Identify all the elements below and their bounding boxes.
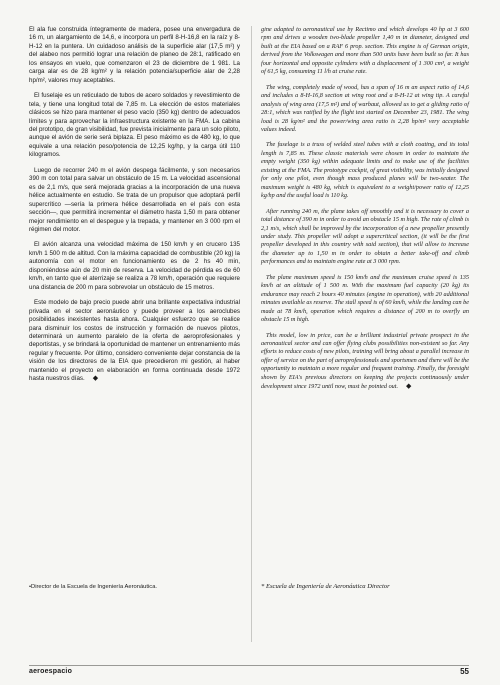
english-paragraph-last <box>261 332 469 392</box>
spanish-footnote: •Director de la Escuela de Ingeniería Aeronáutica. <box>29 584 158 590</box>
english-paragraph: The plane maximum speed is 150 km/h and the maximum cruise speed is 135 km/h at an altitude of 1 500 m. With the maximum fuel capacity (20 kg) its endurance may reach 2 hours 40 minutes (engine in operation), with 20 additional minutes available as reserve. The stall speed is of 60 km/h, while the landing can be made at 78 km/h, operation which requires a distance of 200 m to overfly an obstacle 15 m high. <box>261 273 469 324</box>
spanish-text-column <box>29 26 240 391</box>
column-divider <box>251 26 252 642</box>
spanish-paragraph-last <box>29 299 240 384</box>
spanish-paragraph: Luego de recorrer 240 m el avión despega fácilmente, y son necesarios 390 m con total para salvar un obstáculo de 15 m. La velocidad ascensional es de 2,1 m/s, que será mejorada gracias a la incorporación de una nueva hélice actualmente en estudio. Se trata de un propulsor que adoptará perfil supercrítico —sería la primera hélice desarrollada en el país con esta sección—, que permitirá incrementar el diámetro hasta 1,50 m para obtener mejor rendimiento en el despegue y la trepada, y mantener en 3 000 rpm el régimen del motor. <box>29 166 240 233</box>
english-footnote: * Escuela de Ingeniería de Aeronáutica Director <box>261 583 390 590</box>
footer-rule <box>29 665 469 666</box>
spanish-paragraph: El avión alcanza una velocidad máxima de 150 km/h y en crucero 135 km/h 1 500 m de altitud. Con la máxima capacidad de combustible (20 kg) la autonomía con el motor en funcionamiento es de 2 hs 40 min, disponiéndose aún de 20 min de reserva. La velocidad de pérdida es de 60 km/h, en tanto que el aterrizaje se realiza a 78 km/h, operación que requiere una distancia de 200 m para sobrevolar un obstáculo de 15 metros. <box>29 241 240 291</box>
page-number: 55 <box>460 667 469 676</box>
spanish-paragraph: El ala fue construida íntegramente de madera, posee una envergadura de 16 m, un alargamiento de 14,6, e incorpora un perfil 8-H-16,8 en la raíz y 8-H-12 en la puntera. Un cuidadoso análisis de la superficie alar (17,5 m²) y del alabeo nos permitió lograr una relación de planeo de 28:1, ratificado en los ensayos en vuelo, que comenzaron el 23 de diciembre de 1 981. La carga alar es de 28 kg/m² y la relación potencia/superficie alar de 2,28 hp/m², valores muy aceptables. <box>29 26 240 84</box>
english-paragraph: After running 240 m, the plane takes off smoothly and it is necessary to cover a total distance of 390 m in order to avoid an obstacle 15 m high. The rate of climb is 2,1 m/s, which shall be improved by the incorporation of a new propeller presently under study. This propeller will adopt a supercritical section, (it will be the first propeller developed in this country with said section), that will allow to increase the diameter up to 1,50 m in order to obtain a better take-off and climb performances and to maintain engine rate at 3 000 rpm. <box>261 207 469 266</box>
magazine-name: aeroespacio <box>29 668 73 675</box>
english-text-column <box>261 26 469 399</box>
spanish-paragraph-text: Este modelo de bajo precio puede abrir una brillante expectativa industrial privada en el sector aeronáutico y puede proveer a los aeroclubes posibilidades inexistentes hasta ahora. Cualquier esfuerzo que se realice para disminuir los costos de instrucción y formación de nuevos pilotos, determinará un aumento paralelo de la oferta de aeroprofesionales y deportistas, y se brindará la oportunidad de mantener un entrenamiento más regular y frecuente. Por último, considero conveniente dejar constancia de la visión de los directores de la EIA que precedieron mi gestión, al haber mantenido el proyecto en elaboración en forma continuada desde 1972 hasta nuestros días. <box>29 299 240 383</box>
spanish-paragraph: El fuselaje es un reticulado de tubos de acero soldados y revestimiento de tela, y tiene una longitud total de 7,85 m. La elección de estos materiales clásicos se hizo para mantener el peso vacío (350 kg) dentro de adecuados límites y para aprovechar la infraestructura existente en la FMA. La cabina del prototipo, de gran visibilidad, fue prevista inicialmente para un solo piloto, aunque el avión de serie será biplaza. El peso máximo es de 480 kg, lo que equivale a una relación peso/potencia de 12,25 kg/hp, y la carga útil 110 kilogramos. <box>29 92 240 159</box>
end-of-article-icon: ◆ <box>92 375 99 383</box>
end-of-article-icon: ◆ <box>406 382 412 391</box>
english-paragraph: The fuselage is a truss of welded steel tubes with a cloth coating, and its total length is 7,85 m. These classic materials were chosen in order to maintain the empty weight (350 kg) within adequate limits and to make use of the facilities existing at the FMA. The prototype cockpit, of great visibility, was initially designed for only one pilot, even though mass produced planes will be two-seater. The maximum weight is 480 kg, which is equivalent to a weight/power ratio of 12,25 kg/hp and the useful load is 110 kg. <box>261 141 469 200</box>
english-paragraph: gine adapted to aeronautical use by Rectimo and which develops 40 hp at 3 600 rpm and drives a wooden two-blade propeller 1,40 m in diameter, designed and built at the EIA based on a RAF 6 prop. section. This engine is of German origin, derived from the Volkswagen and more than 500 units have been built so far. It has four horizontal and opposite cylinders with a displacement of 1 300 cm³, a weight of 61,5 kg, consuming 11 l/h at cruise rate. <box>261 26 469 76</box>
english-paragraph: The wing, completely made of wood, has a span of 16 m an aspect ratio of 14,6 and includes a 8-H-16,8 section at wing root and a 8-H-12 at wing tip. A careful analysis of wing area (17,5 m²) and of warbaut, allowed us to get a gliding ratio of 28:1, which was ratified by the flight test started on December 23, 1981. The wing load is 28 kg/m² and the power/wing area ratio is 2,28 hp/m² very acceptable values indeed. <box>261 83 469 133</box>
english-paragraph-text: This model, low in price, can be a brilliant industrial private prospect in the aeronautical sector and can offer flying clubs possibilities non-existent so far. Any efforts to reduce costs of new pilots, training will bring about a parallel increase in offer of service on the part of aeroprofessionals and sportsmen and there will be the opportunity to maintain a more regular and frequent training. Finally, the foresight shown by EIA's previous directors on keeping the projects continuously under development since 1972 until now, must be pointed out. <box>261 331 469 391</box>
